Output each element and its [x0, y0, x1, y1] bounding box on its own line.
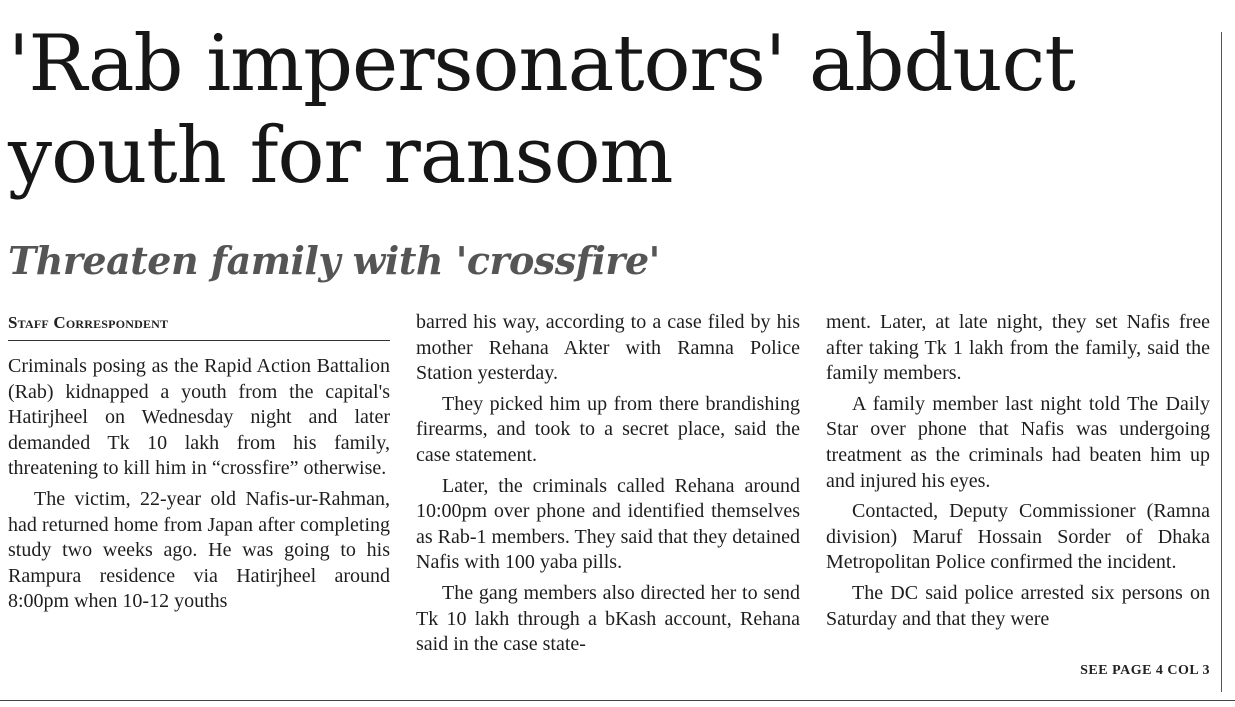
- paragraph: barred his way, according to a case filed by his mother Rehana Akter with Ramna Police Station yesterday.: [416, 311, 800, 385]
- subheadline: Threaten family with 'crossfire': [8, 238, 660, 283]
- paragraph: The DC said police arrested six persons on Saturday and that they were: [826, 581, 1210, 630]
- column-divider: [1221, 32, 1222, 692]
- byline: Staff Correspondent: [8, 313, 169, 332]
- paragraph: Criminals posing as the Rapid Action Battalion (Rab) kidnapped a youth from the capital's Hatirjheel on Wednesday night and later demanded Tk 10 lakh from his family, threatening to kill him in “crossfire” otherwise.: [8, 355, 390, 480]
- paragraph: Later, the criminals called Rehana around 10:00pm over phone and identified themselves as Rab-1 members. They said that they detained Nafis with 100 yaba pills.: [416, 474, 800, 574]
- paragraph: The victim, 22-year old Nafis-ur-Rahman, had returned home from Japan after completing study two weeks ago. He was going to his Rampura residence via Hatirjheel around 8:00pm when 10-12 youths: [8, 487, 390, 613]
- paragraph: The gang members also directed her to send Tk 10 lakh through a bKash account, Rehana said in the case state-: [416, 581, 800, 656]
- headline: 'Rab impersonators' abduct youth for ransom: [8, 19, 1075, 201]
- article-column-2: [416, 310, 800, 663]
- bottom-divider: [0, 700, 1235, 701]
- paragraph: Contacted, Deputy Commissioner (Ramna division) Maruf Hossain Sorder of Dhaka Metropolitan Police confirmed the incident.: [826, 500, 1210, 574]
- paragraph: ment. Later, at late night, they set Nafis free after taking Tk 1 lakh from the family, said the family members.: [826, 311, 1210, 385]
- continued-on-page-label: SEE PAGE 4 COL 3: [1080, 663, 1210, 678]
- article-column-3: [826, 310, 1210, 637]
- paragraph: They picked him up from there brandishing firearms, and took to a secret place, said the case statement.: [416, 392, 800, 466]
- article-column-1: [8, 354, 390, 620]
- paragraph: A family member last night told The Daily Star over phone that Nafis was undergoing treatment as the criminals had beaten him up and injured his eyes.: [826, 392, 1210, 492]
- byline-divider: [8, 340, 390, 341]
